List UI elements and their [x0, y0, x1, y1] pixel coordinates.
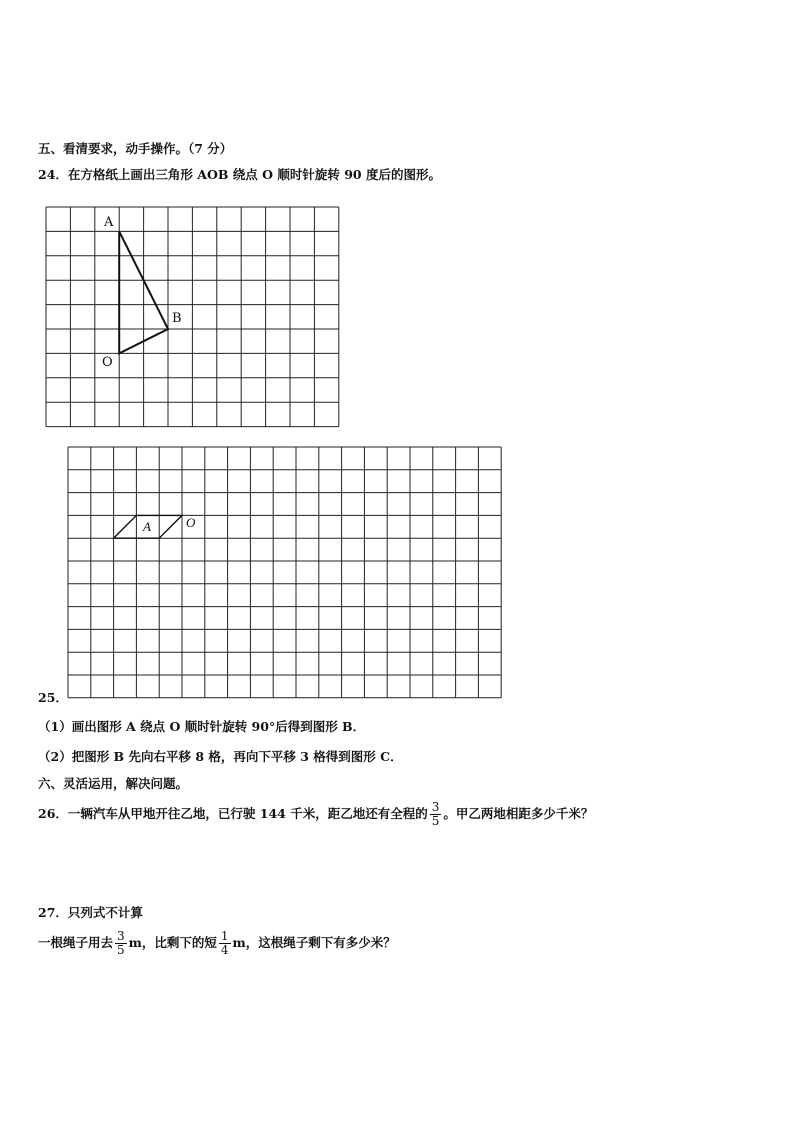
question-25-part-1: （1）画出图形 A 绕点 O 顺时针旋转 90°后得到图形 B．: [38, 719, 366, 734]
fraction-three-fifths: [430, 801, 442, 828]
fraction-one-quarter-m: [219, 930, 231, 957]
fraction-three-fifths-m: [115, 930, 127, 957]
fraction-numerator: 3: [117, 929, 125, 943]
point-b-label: B: [172, 311, 182, 326]
question-25-grid: [68, 447, 501, 698]
point-o-label: O: [102, 355, 113, 370]
fraction-denominator: 5: [117, 943, 125, 957]
question-26: [38, 797, 593, 831]
question-25-part-2: （2）把图形 B 先向右平移 8 格，再向下平移 3 格得到图形 C．: [38, 749, 403, 764]
point-o-label-25: O: [186, 515, 196, 530]
fraction-numerator: 3: [431, 800, 440, 814]
question-26-text-after: 。甲乙两地相距多少千米？: [443, 806, 594, 821]
fraction-numerator: 1: [220, 929, 229, 943]
section-5-heading: 五、看清要求，动手操作。（7 分）: [38, 141, 233, 156]
question-25-number: 25．: [38, 690, 68, 705]
question-24-text: 24．在方格纸上画出三角形 AOB 绕点 O 顺时针旋转 90 度后的图形。: [38, 167, 441, 182]
fraction-denominator: 5: [431, 814, 440, 828]
question-27-text-3: m，这根绳子剩下有多少米？: [232, 935, 396, 950]
section-6-heading: 六、灵活运用，解决问题。: [38, 776, 189, 791]
shape-a-label: A: [143, 519, 151, 534]
question-27-title: 27．只列式不计算: [38, 905, 143, 920]
point-a-label: A: [104, 215, 114, 230]
question-26-text-before: 26．一辆汽车从甲地开往乙地，已行驶 144 千米，距乙地还有全程的: [38, 806, 428, 821]
fraction-denominator: 4: [220, 943, 229, 957]
question-27-body: [38, 926, 396, 960]
question-27-text-1: 一根绳子用去: [38, 935, 114, 950]
question-24-grid: [46, 207, 339, 427]
question-27-text-2: m，比剩下的短: [128, 935, 217, 950]
